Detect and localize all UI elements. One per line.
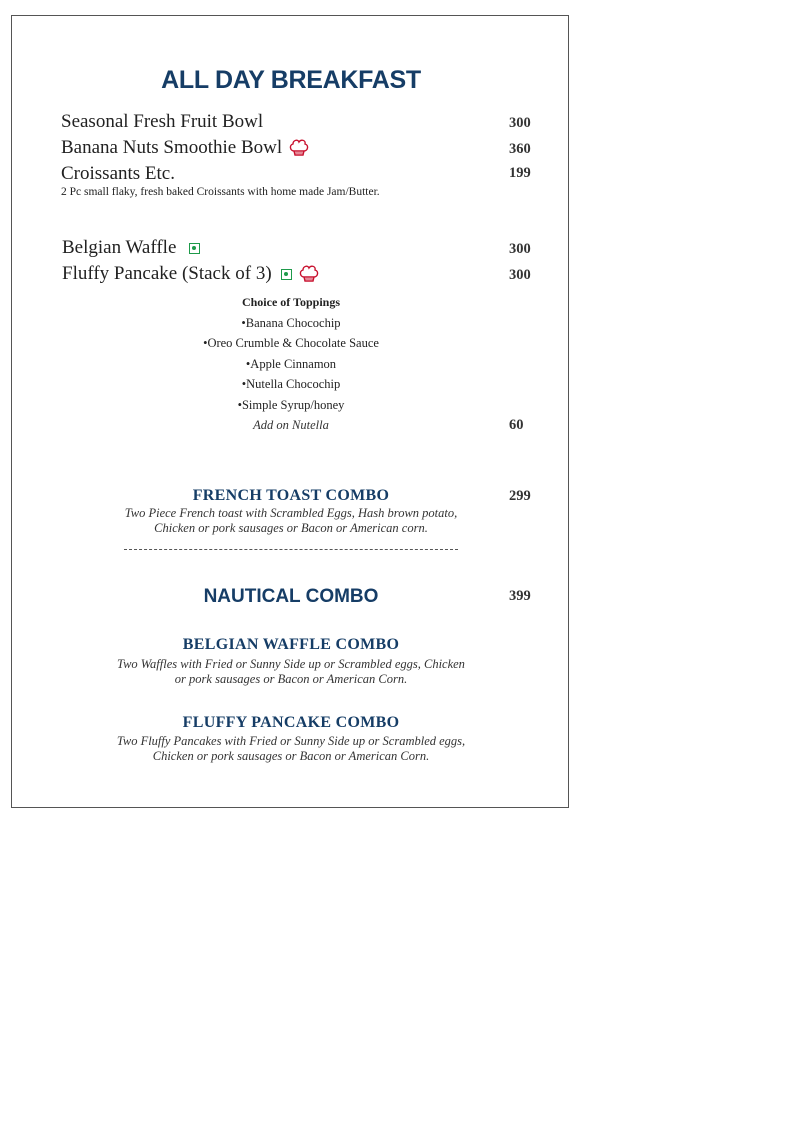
item-price: 199 xyxy=(509,165,531,181)
addon-price: 60 xyxy=(509,417,524,433)
item-name: Banana Nuts Smoothie Bowl xyxy=(61,137,283,158)
combo-description-line: Two Fluffy Pancakes with Fried or Sunny Side up or Scrambled eggs, xyxy=(116,734,466,748)
combo-price: 299 xyxy=(509,488,531,504)
item-name: Belgian Waffle xyxy=(62,237,177,258)
veg-mark-icon xyxy=(189,243,200,254)
combo-description-line: or pork sausages or Bacon or American Corn. xyxy=(174,672,408,686)
menu-item-smoothie-bowl xyxy=(61,137,309,159)
menu-item-croissants xyxy=(61,163,175,185)
dashed-divider xyxy=(124,549,458,550)
item-name: Fluffy Pancake (Stack of 3) xyxy=(62,263,272,284)
page-title: ALL DAY BREAKFAST xyxy=(161,66,421,94)
item-name: Seasonal Fresh Fruit Bowl xyxy=(61,111,264,132)
item-price: 360 xyxy=(509,141,531,157)
combo-description-line: Two Piece French toast with Scrambled Eggs, Hash brown potato, xyxy=(124,506,458,520)
item-price: 300 xyxy=(509,267,531,283)
menu-item-belgian-waffle xyxy=(62,237,200,259)
menu-item-fluffy-pancake xyxy=(62,263,319,285)
chef-hat-icon xyxy=(299,265,319,283)
topping-item: •Banana Chocochip xyxy=(241,316,341,330)
chef-hat-icon xyxy=(289,139,309,157)
veg-mark-icon xyxy=(281,269,292,280)
item-price: 300 xyxy=(509,115,531,131)
toppings-heading: Choice of Toppings xyxy=(241,295,341,309)
topping-item: •Oreo Crumble & Chocolate Sauce xyxy=(203,336,379,350)
item-note: 2 Pc small flaky, fresh baked Croissants with home made Jam/Butter. xyxy=(61,186,380,198)
combo-description-line: Chicken or pork sausages or Bacon or American Corn. xyxy=(152,749,430,763)
topping-item: •Apple Cinnamon xyxy=(245,357,337,371)
topping-item: •Nutella Chocochip xyxy=(241,377,341,391)
topping-item: •Simple Syrup/honey xyxy=(237,398,345,412)
fluffy-pancake-combo-title: FLUFFY PANCAKE COMBO xyxy=(182,714,400,731)
item-price: 300 xyxy=(509,241,531,257)
combo-description-line: Chicken or pork sausages or Bacon or American corn. xyxy=(154,521,428,535)
combo-price: 399 xyxy=(509,588,531,604)
combo-description-line: Two Waffles with Fried or Sunny Side up or Scrambled eggs, Chicken xyxy=(117,657,465,671)
nautical-combo-title: NAUTICAL COMBO xyxy=(203,586,379,607)
belgian-waffle-combo-title: BELGIAN WAFFLE COMBO xyxy=(182,636,400,653)
menu-item-fruit-bowl xyxy=(61,111,263,133)
addon-label: Add on Nutella xyxy=(253,418,329,432)
french-toast-combo-title: FRENCH TOAST COMBO xyxy=(192,487,390,504)
item-name: Croissants Etc. xyxy=(61,163,175,184)
